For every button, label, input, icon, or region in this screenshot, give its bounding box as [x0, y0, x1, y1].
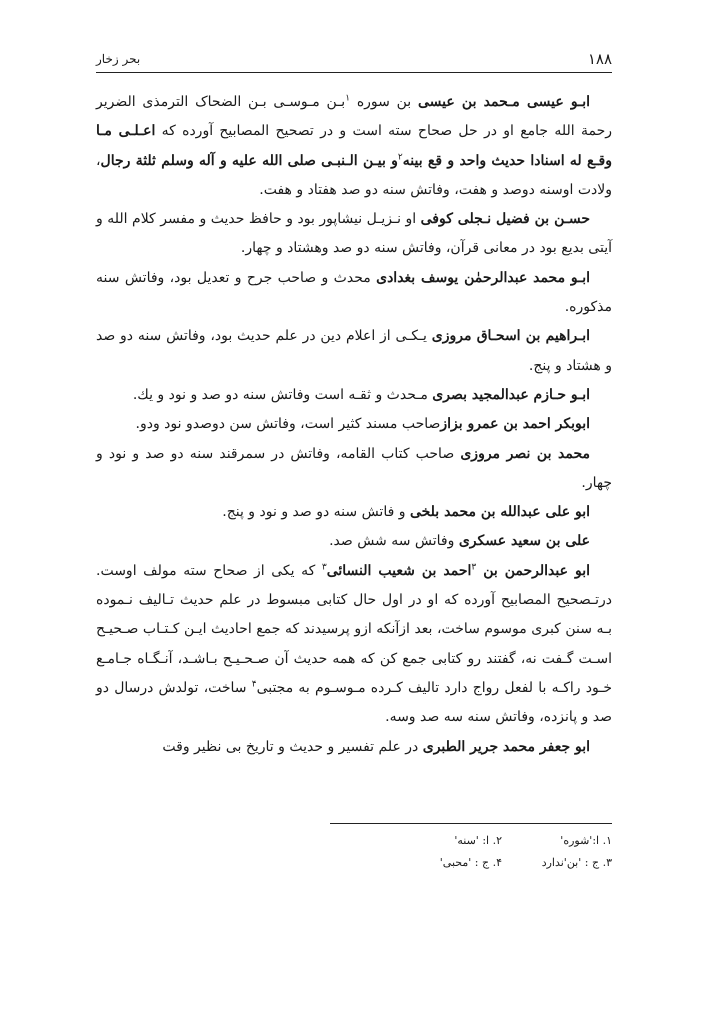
entry-text: بن سوره	[350, 94, 418, 110]
footnote-item: ۱. ا:'شوره'	[560, 834, 612, 847]
footnote-divider	[330, 823, 612, 824]
entry-name: ابو جعفر محمد جریر الطبری	[422, 738, 590, 755]
footnote-ref: ۲	[397, 151, 403, 162]
footnote-ref: ۱	[345, 93, 351, 104]
entry-name: ابوبکر احمد بن عمرو بزاز	[440, 416, 590, 433]
entry-text: در علم تفسیر و حدیث و تاریخ بی نظیر وقت	[162, 738, 423, 755]
entry-name: اعـلـی مـا وقـع له اسنادا حدیث واحد و قع بینه	[96, 123, 612, 169]
entry-text: او نـزیـل نیشاپور بود و حافظ حدیث و مفسر کلام الله و آیتی بدیع بود در معانی قرآن، وفاتش سنه دو صد وهشتاد و چهار.	[96, 211, 612, 257]
entry-name: ابو علی عبدالله بن محمد بلخی	[409, 504, 590, 521]
entry-text: بـن مـوسـی بـن الضحاک الترمذی الضریر رحمة الله جامع او در حل صحاح سته است و در تصحیح المصابیح آورده که	[96, 94, 612, 140]
entry-abu-bakr-bazzar	[96, 410, 612, 439]
footnote-row	[330, 852, 612, 874]
footnote-row	[330, 830, 612, 852]
entry-text: ، ولادت اوسنه دوصد و هفت، وفاتش سنه دو صد هفتاد و هفت.	[96, 152, 612, 198]
entry-abu-muhammad-baghdadi	[96, 264, 612, 323]
entry-text: مـحدث و ثقـه است وفاتش سنه دو صد و نود و یك.	[132, 386, 433, 403]
entry-text: یـکـی از اعلام دین در علم حدیث بود، وفاتش سنه دو صد و هشتاد و پنج.	[96, 328, 612, 374]
entry-name: ابـو محمد عبدالرحمٰن یوسف بغدادی	[376, 269, 590, 286]
footnote-ref: ۴	[251, 679, 257, 690]
entry-ibrahim-marwazi	[96, 322, 612, 381]
footnote-item: ۳. ج : 'بن'ندارد	[541, 856, 612, 869]
entry-text: که یکی از صحاح سته مولف اوست. درتـصحیح المصابیح آورده که او در اول حال کتابی مبسوط در علم حدیث تـالیف نـموده بـه سنن کبری موسوم ساخت، بعد ازآنکه ازو پرسیدند که جمع احادیث ایـن کـتـاب صـحیـح اسـت گـفت نه، گفتند رو کتابی جمع کن که همه حدیث آن صـحـیـح بـاشـد، آنـگـاه جـامـع خـود راکـه با لفعل رواج دارد تالیف کـرده مـوسـوم به مجتبی	[96, 562, 612, 696]
entry-name: علی بن سعید عسکری	[458, 533, 590, 550]
entry-text: و فاتش سنه دو صد و نود و پنج.	[222, 504, 410, 521]
running-title: بحر زخار	[96, 52, 141, 66]
footnotes	[330, 830, 612, 874]
entry-name: احمد بن شعیب النسائی	[326, 562, 472, 579]
footnote-ref: ۳	[471, 562, 477, 573]
entry-abu-isa-tirmidhi	[96, 88, 612, 205]
entry-nasai	[96, 557, 612, 733]
entry-abu-ali-balkhi	[96, 498, 612, 527]
entry-text: صاحب مسند کثیر است، وفاتش سن دوصدو نود ودو.	[135, 416, 441, 433]
entry-ali-askari	[96, 527, 612, 556]
entry-text: ساخت، تولدش درسال دو صد و پانزده، وفاتش سنه سه صد وسه.	[96, 679, 612, 726]
entry-muhammad-marwazi	[96, 440, 612, 499]
entry-tabari	[96, 733, 612, 762]
footnote-item: ۲. ا: 'سنه'	[454, 834, 502, 847]
footnote-item: ۴. ج : 'محبی'	[439, 856, 502, 869]
entry-abu-hazim-basri	[96, 381, 612, 410]
entry-name: و بیـن الـنبـی صلی الله علیه و آله وسلم ثلثة رجال	[100, 152, 398, 169]
page-header	[96, 46, 612, 73]
entry-name: محمد بن نصر مروزی	[460, 445, 591, 462]
entry-hasan-bin-fudayl	[96, 205, 612, 264]
entry-text: صاحب کتاب القامه، وفاتش در سمرقند سنه دو صد و نود و چهار.	[96, 445, 612, 491]
entry-text: وفاتش سه شش صد.	[329, 533, 459, 550]
entry-name: ابو عبدالرحمن بن	[476, 562, 590, 579]
page-number: ۱۸۸	[587, 50, 612, 68]
entry-text: محدث و صاحب جرح و تعدیل بود، وفاتش سنه مذکوره.	[96, 269, 612, 316]
footnote-ref: ۳	[321, 562, 327, 573]
entry-name: حسـن بن فضیل نـجلی کوفی	[420, 211, 590, 228]
entry-name: ابـو عیسی مـحمد بن عیسی	[417, 94, 590, 110]
entry-name: ابـو حـازم عبدالمجید بصری	[432, 386, 590, 403]
entry-name: ابـراهیم بن اسحـاق مروزی	[431, 328, 590, 345]
body-text	[96, 88, 612, 762]
